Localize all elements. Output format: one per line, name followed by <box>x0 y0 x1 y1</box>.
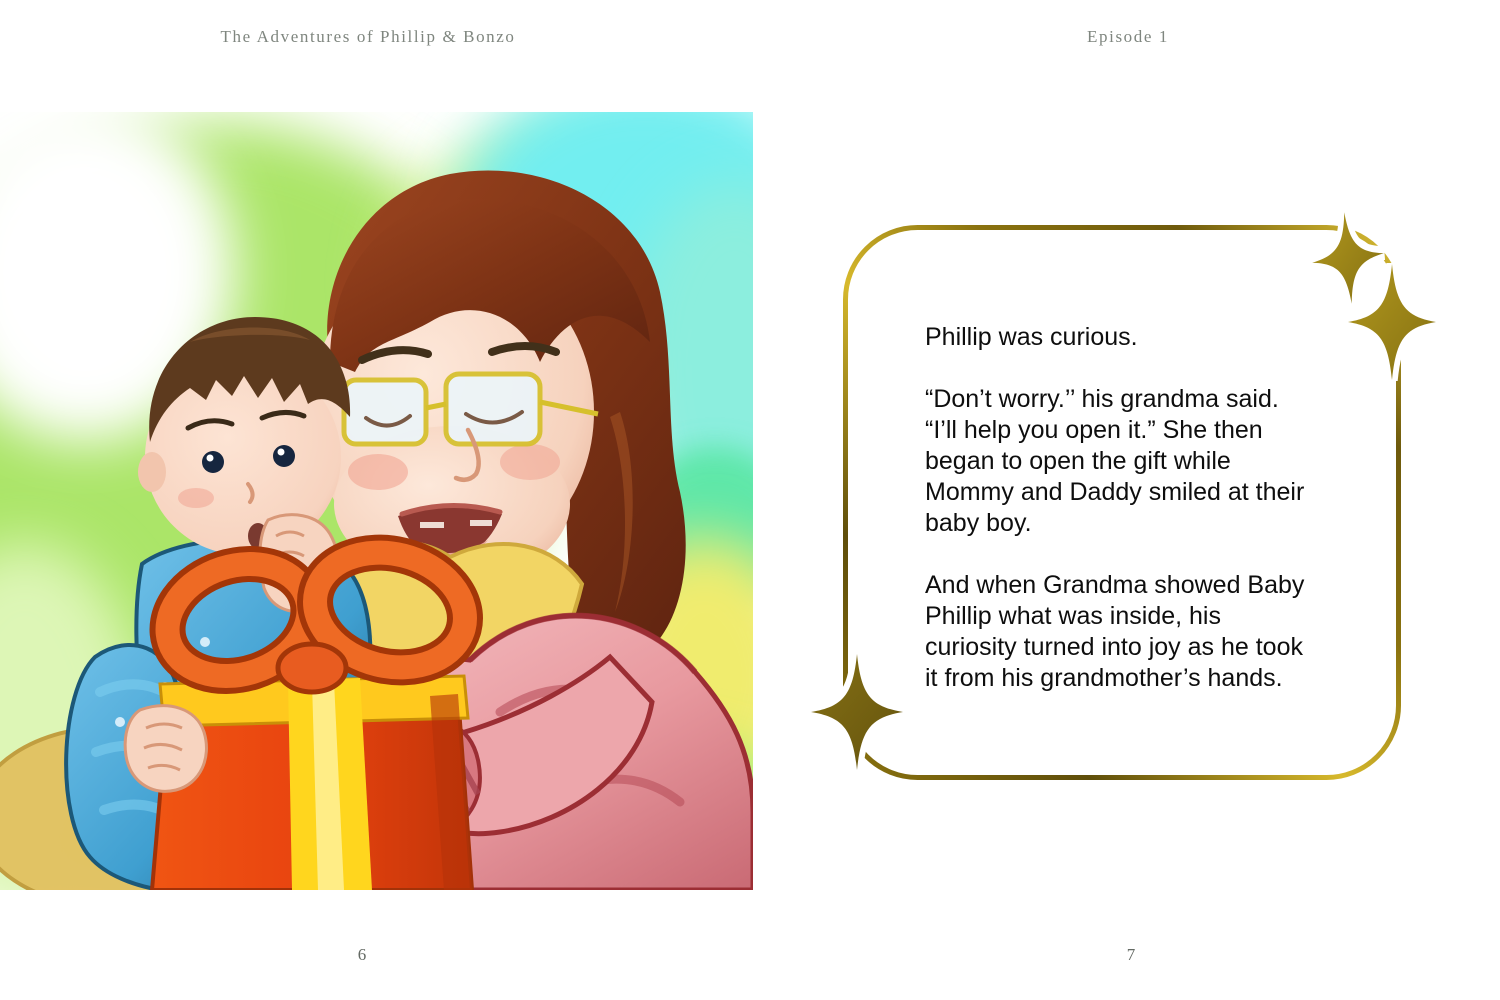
story-line: Mommy and Daddy smiled at their <box>925 478 1305 506</box>
baby-hand-on-gift <box>125 706 206 791</box>
story-line: “I’ll help you open it.” She then <box>925 416 1263 444</box>
right-page-number: 7 <box>1126 945 1136 964</box>
left-page-number: 6 <box>357 945 367 964</box>
story-text <box>925 322 1385 694</box>
story-line: it from his grandmother’s hands. <box>925 664 1283 692</box>
right-page-header: Episode 1 <box>1087 27 1169 46</box>
story-paragraph <box>925 570 1385 694</box>
story-paragraph <box>925 322 1385 353</box>
storybook-illustration <box>0 112 753 890</box>
story-line: Phillip what was inside, his <box>925 602 1221 630</box>
sparkle-star-icon <box>811 654 903 770</box>
story-line: baby boy. <box>925 509 1032 537</box>
sparkle-star-icon <box>1308 207 1387 308</box>
story-paragraph <box>925 384 1385 539</box>
story-line: began to open the gift while <box>925 447 1231 475</box>
story-line: curiosity turned into joy as he took <box>925 633 1303 661</box>
story-line: Phillip was curious. <box>925 323 1138 351</box>
left-page-header: The Adventures of Phillip & Bonzo <box>220 27 516 46</box>
story-line: And when Grandma showed Baby <box>925 571 1305 599</box>
illustration-svg <box>0 112 753 890</box>
story-line: “Don’t worry.’’ his grandma said. <box>925 385 1279 413</box>
